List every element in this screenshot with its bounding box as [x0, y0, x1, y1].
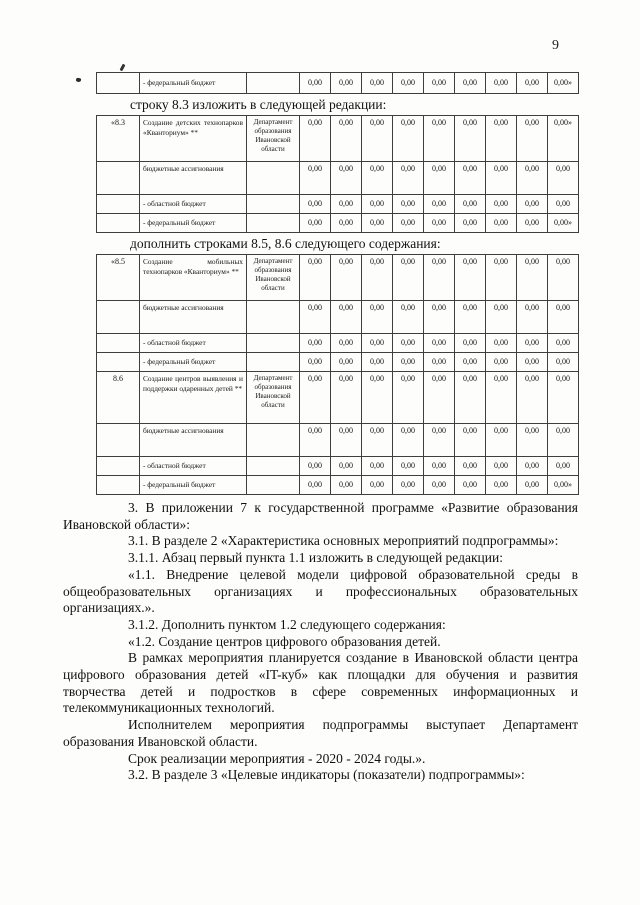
value-cell: 0,00 [393, 424, 424, 457]
value-cell: 0,00 [300, 116, 331, 162]
row-label-cell: - федеральный бюджет [140, 476, 247, 495]
row-label-cell: - областной бюджет [140, 334, 247, 353]
row-label-cell: Создание мобильных технопарков «Кванториум» ** [140, 255, 247, 301]
value-cell: 0,00 [362, 214, 393, 233]
table-row [97, 195, 579, 214]
value-cell: 0,00 [486, 162, 517, 195]
row-label-cell: - областной бюджет [140, 195, 247, 214]
value-cell: 0,00 [486, 353, 517, 372]
value-cell: 0,00 [331, 334, 362, 353]
row-department-cell: Департамент образования Ивановской области [247, 116, 300, 162]
value-cell: 0,00 [517, 162, 548, 195]
value-cell: 0,00 [486, 301, 517, 334]
table-row [97, 334, 579, 353]
value-cell: 0,00 [362, 162, 393, 195]
paragraph: Исполнителем мероприятия подпрограммы выступает Департамент образования Ивановской области. [63, 717, 578, 749]
value-cell: 0,00 [486, 457, 517, 476]
row-number-cell [97, 73, 140, 94]
value-cell: 0,00 [486, 334, 517, 353]
value-cell: 0,00 [548, 457, 579, 476]
value-cell: 0,00 [424, 334, 455, 353]
budget-table-8-3 [96, 115, 579, 233]
value-cell: 0,00 [424, 195, 455, 214]
value-cell: 0,00 [331, 457, 362, 476]
value-cell: 0,00 [393, 353, 424, 372]
value-cell: 0,00 [331, 214, 362, 233]
row-number-cell [97, 457, 140, 476]
value-cell: 0,00 [362, 353, 393, 372]
page-number: 9 [552, 38, 559, 53]
value-cell: 0,00 [517, 334, 548, 353]
value-cell: 0,00 [455, 214, 486, 233]
value-cell: 0,00 [362, 116, 393, 162]
value-cell: 0,00 [455, 116, 486, 162]
value-cell: 0,00 [300, 214, 331, 233]
paragraph: Срок реализации мероприятия - 2020 - 2024 годы.». [128, 750, 426, 766]
value-cell: 0,00 [455, 162, 486, 195]
amendment-heading-8-5-8-6: дополнить строками 8.5, 8.6 следующего содержания: [130, 236, 441, 251]
table-row [97, 301, 579, 334]
value-cell: 0,00 [455, 301, 486, 334]
value-cell: 0,00 [548, 162, 579, 195]
value-cell: 0,00 [331, 195, 362, 214]
value-cell: 0,00 [486, 73, 517, 94]
row-label-cell: - федеральный бюджет [140, 73, 247, 94]
row-label-cell: Создание центров выявления и поддержки одаренных детей ** [140, 372, 247, 424]
value-cell: 0,00 [486, 255, 517, 301]
value-cell: 0,00 [517, 214, 548, 233]
value-cell: 0,00 [300, 73, 331, 94]
value-cell: 0,00 [517, 476, 548, 495]
value-cell: 0,00 [300, 162, 331, 195]
value-cell: 0,00» [548, 214, 579, 233]
value-cell: 0,00 [424, 301, 455, 334]
row-number-cell [97, 301, 140, 334]
value-cell: 0,00 [424, 162, 455, 195]
budget-table-8-5-8-6 [96, 254, 579, 495]
row-number-cell [97, 195, 140, 214]
value-cell: 0,00 [393, 255, 424, 301]
row-label-cell: бюджетные ассигнования [140, 162, 247, 195]
value-cell: 0,00 [548, 195, 579, 214]
value-cell: 0,00 [424, 424, 455, 457]
row-label-cell: Создание детских технопарков «Кванториум» ** [140, 116, 247, 162]
value-cell: 0,00 [517, 457, 548, 476]
value-cell: 0,00 [424, 73, 455, 94]
value-cell: 0,00 [548, 255, 579, 301]
value-cell: 0,00 [486, 116, 517, 162]
value-cell: 0,00 [300, 301, 331, 334]
value-cell: 0,00 [300, 353, 331, 372]
table-row [97, 73, 579, 94]
table-row [97, 476, 579, 495]
row-number-cell [97, 334, 140, 353]
value-cell: 0,00 [362, 476, 393, 495]
value-cell: 0,00 [393, 476, 424, 495]
scan-artifact-tick [120, 64, 126, 72]
value-cell: 0,00 [424, 116, 455, 162]
value-cell: 0,00 [393, 334, 424, 353]
value-cell: 0,00 [424, 372, 455, 424]
value-cell: 0,00 [517, 73, 548, 94]
value-cell: 0,00 [331, 255, 362, 301]
row-department-cell [247, 457, 300, 476]
value-cell: 0,00 [517, 372, 548, 424]
value-cell: 0,00 [393, 214, 424, 233]
table-row [97, 255, 579, 301]
value-cell: 0,00 [300, 255, 331, 301]
paragraph: 3. В приложении 7 к государственной программе «Развитие образования Ивановской области»: [63, 500, 578, 532]
value-cell: 0,00 [300, 457, 331, 476]
value-cell: 0,00 [455, 476, 486, 495]
value-cell: 0,00 [486, 214, 517, 233]
value-cell: 0,00 [300, 195, 331, 214]
value-cell: 0,00 [300, 476, 331, 495]
row-department-cell [247, 353, 300, 372]
value-cell: 0,00 [300, 334, 331, 353]
value-cell: 0,00 [424, 255, 455, 301]
table-row [97, 214, 579, 233]
paragraph: 3.1. В разделе 2 «Характеристика основных мероприятий подпрограммы»: [128, 533, 559, 549]
row-department-cell [247, 195, 300, 214]
row-number-cell: «8.5 [97, 255, 140, 301]
row-label-cell: - федеральный бюджет [140, 214, 247, 233]
row-label-cell: бюджетные ассигнования [140, 301, 247, 334]
row-label-cell: бюджетные ассигнования [140, 424, 247, 457]
value-cell: 0,00 [455, 73, 486, 94]
value-cell: 0,00 [362, 301, 393, 334]
value-cell: 0,00 [331, 116, 362, 162]
row-department-cell [247, 334, 300, 353]
row-department-cell [247, 73, 300, 94]
value-cell: 0,00 [548, 353, 579, 372]
value-cell: 0,00 [455, 424, 486, 457]
value-cell: 0,00 [362, 372, 393, 424]
value-cell: 0,00 [331, 353, 362, 372]
row-department-cell [247, 214, 300, 233]
table-row [97, 353, 579, 372]
row-number-cell [97, 424, 140, 457]
value-cell: 0,00 [548, 424, 579, 457]
table-row [97, 372, 579, 424]
value-cell: 0,00 [455, 457, 486, 476]
row-department-cell [247, 424, 300, 457]
value-cell: 0,00 [424, 214, 455, 233]
value-cell: 0,00 [331, 372, 362, 424]
value-cell: 0,00 [486, 372, 517, 424]
row-number-cell: «8.3 [97, 116, 140, 162]
value-cell: 0,00 [548, 301, 579, 334]
value-cell: 0,00 [486, 195, 517, 214]
value-cell: 0,00 [517, 424, 548, 457]
value-cell: 0,00 [393, 195, 424, 214]
table-row [97, 162, 579, 195]
value-cell: 0,00 [393, 116, 424, 162]
value-cell: 0,00 [300, 424, 331, 457]
value-cell: 0,00» [548, 73, 579, 94]
value-cell: 0,00 [331, 162, 362, 195]
value-cell: 0,00 [331, 301, 362, 334]
value-cell: 0,00 [517, 116, 548, 162]
value-cell: 0,00 [455, 334, 486, 353]
table-row [97, 116, 579, 162]
value-cell: 0,00» [548, 116, 579, 162]
value-cell: 0,00 [300, 372, 331, 424]
value-cell: 0,00» [548, 476, 579, 495]
value-cell: 0,00 [393, 73, 424, 94]
paragraph: 3.1.1. Абзац первый пункта 1.1 изложить в следующей редакции: [128, 550, 503, 566]
value-cell: 0,00 [331, 73, 362, 94]
value-cell: 0,00 [548, 372, 579, 424]
value-cell: 0,00 [362, 457, 393, 476]
value-cell: 0,00 [517, 255, 548, 301]
value-cell: 0,00 [362, 255, 393, 301]
value-cell: 0,00 [455, 255, 486, 301]
value-cell: 0,00 [362, 73, 393, 94]
value-cell: 0,00 [362, 334, 393, 353]
row-department-cell [247, 301, 300, 334]
row-number-cell [97, 214, 140, 233]
value-cell: 0,00 [517, 353, 548, 372]
paragraph: «1.1. Внедрение целевой модели цифровой образовательной среды в общеобразовательных организациях и профессиональных образовательных организациях.». [63, 566, 578, 616]
table-row [97, 424, 579, 457]
value-cell: 0,00 [486, 424, 517, 457]
value-cell: 0,00 [331, 424, 362, 457]
value-cell: 0,00 [393, 162, 424, 195]
paragraph: 3.1.2. Дополнить пунктом 1.2 следующего содержания: [128, 616, 446, 632]
row-number-cell [97, 476, 140, 495]
row-number-cell: 8.6 [97, 372, 140, 424]
value-cell: 0,00 [331, 476, 362, 495]
value-cell: 0,00 [517, 301, 548, 334]
value-cell: 0,00 [486, 476, 517, 495]
amendment-heading-8-3: строку 8.3 изложить в следующей редакции: [130, 97, 387, 112]
value-cell: 0,00 [393, 372, 424, 424]
value-cell: 0,00 [393, 457, 424, 476]
value-cell: 0,00 [455, 372, 486, 424]
value-cell: 0,00 [424, 457, 455, 476]
value-cell: 0,00 [362, 424, 393, 457]
table-row [97, 457, 579, 476]
row-department-cell [247, 476, 300, 495]
value-cell: 0,00 [424, 353, 455, 372]
value-cell: 0,00 [548, 334, 579, 353]
row-department-cell: Департамент образования Ивановской области [247, 255, 300, 301]
row-department-cell [247, 162, 300, 195]
value-cell: 0,00 [424, 476, 455, 495]
budget-table-continuation [96, 72, 579, 94]
row-label-cell: - федеральный бюджет [140, 353, 247, 372]
value-cell: 0,00 [393, 301, 424, 334]
value-cell: 0,00 [517, 195, 548, 214]
document-content [63, 72, 578, 784]
value-cell: 0,00 [455, 353, 486, 372]
paragraph: В рамках мероприятия планируется создание в Ивановской области центра цифрового образования детей «IT-куб» как площадки для обучения и развития творчества детей и подростков в сфере современных информационных и телекоммуникационных технологий. [63, 650, 578, 716]
paragraph: «1.2. Создание центров цифрового образования детей. [128, 633, 441, 649]
value-cell: 0,00 [362, 195, 393, 214]
amendment-paragraphs [63, 500, 578, 784]
paragraph: 3.2. В разделе 3 «Целевые индикаторы (показатели) подпрограммы»: [128, 767, 525, 783]
row-number-cell [97, 353, 140, 372]
row-label-cell: - областной бюджет [140, 457, 247, 476]
value-cell: 0,00 [455, 195, 486, 214]
row-department-cell: Департамент образования Ивановской области [247, 372, 300, 424]
row-number-cell [97, 162, 140, 195]
